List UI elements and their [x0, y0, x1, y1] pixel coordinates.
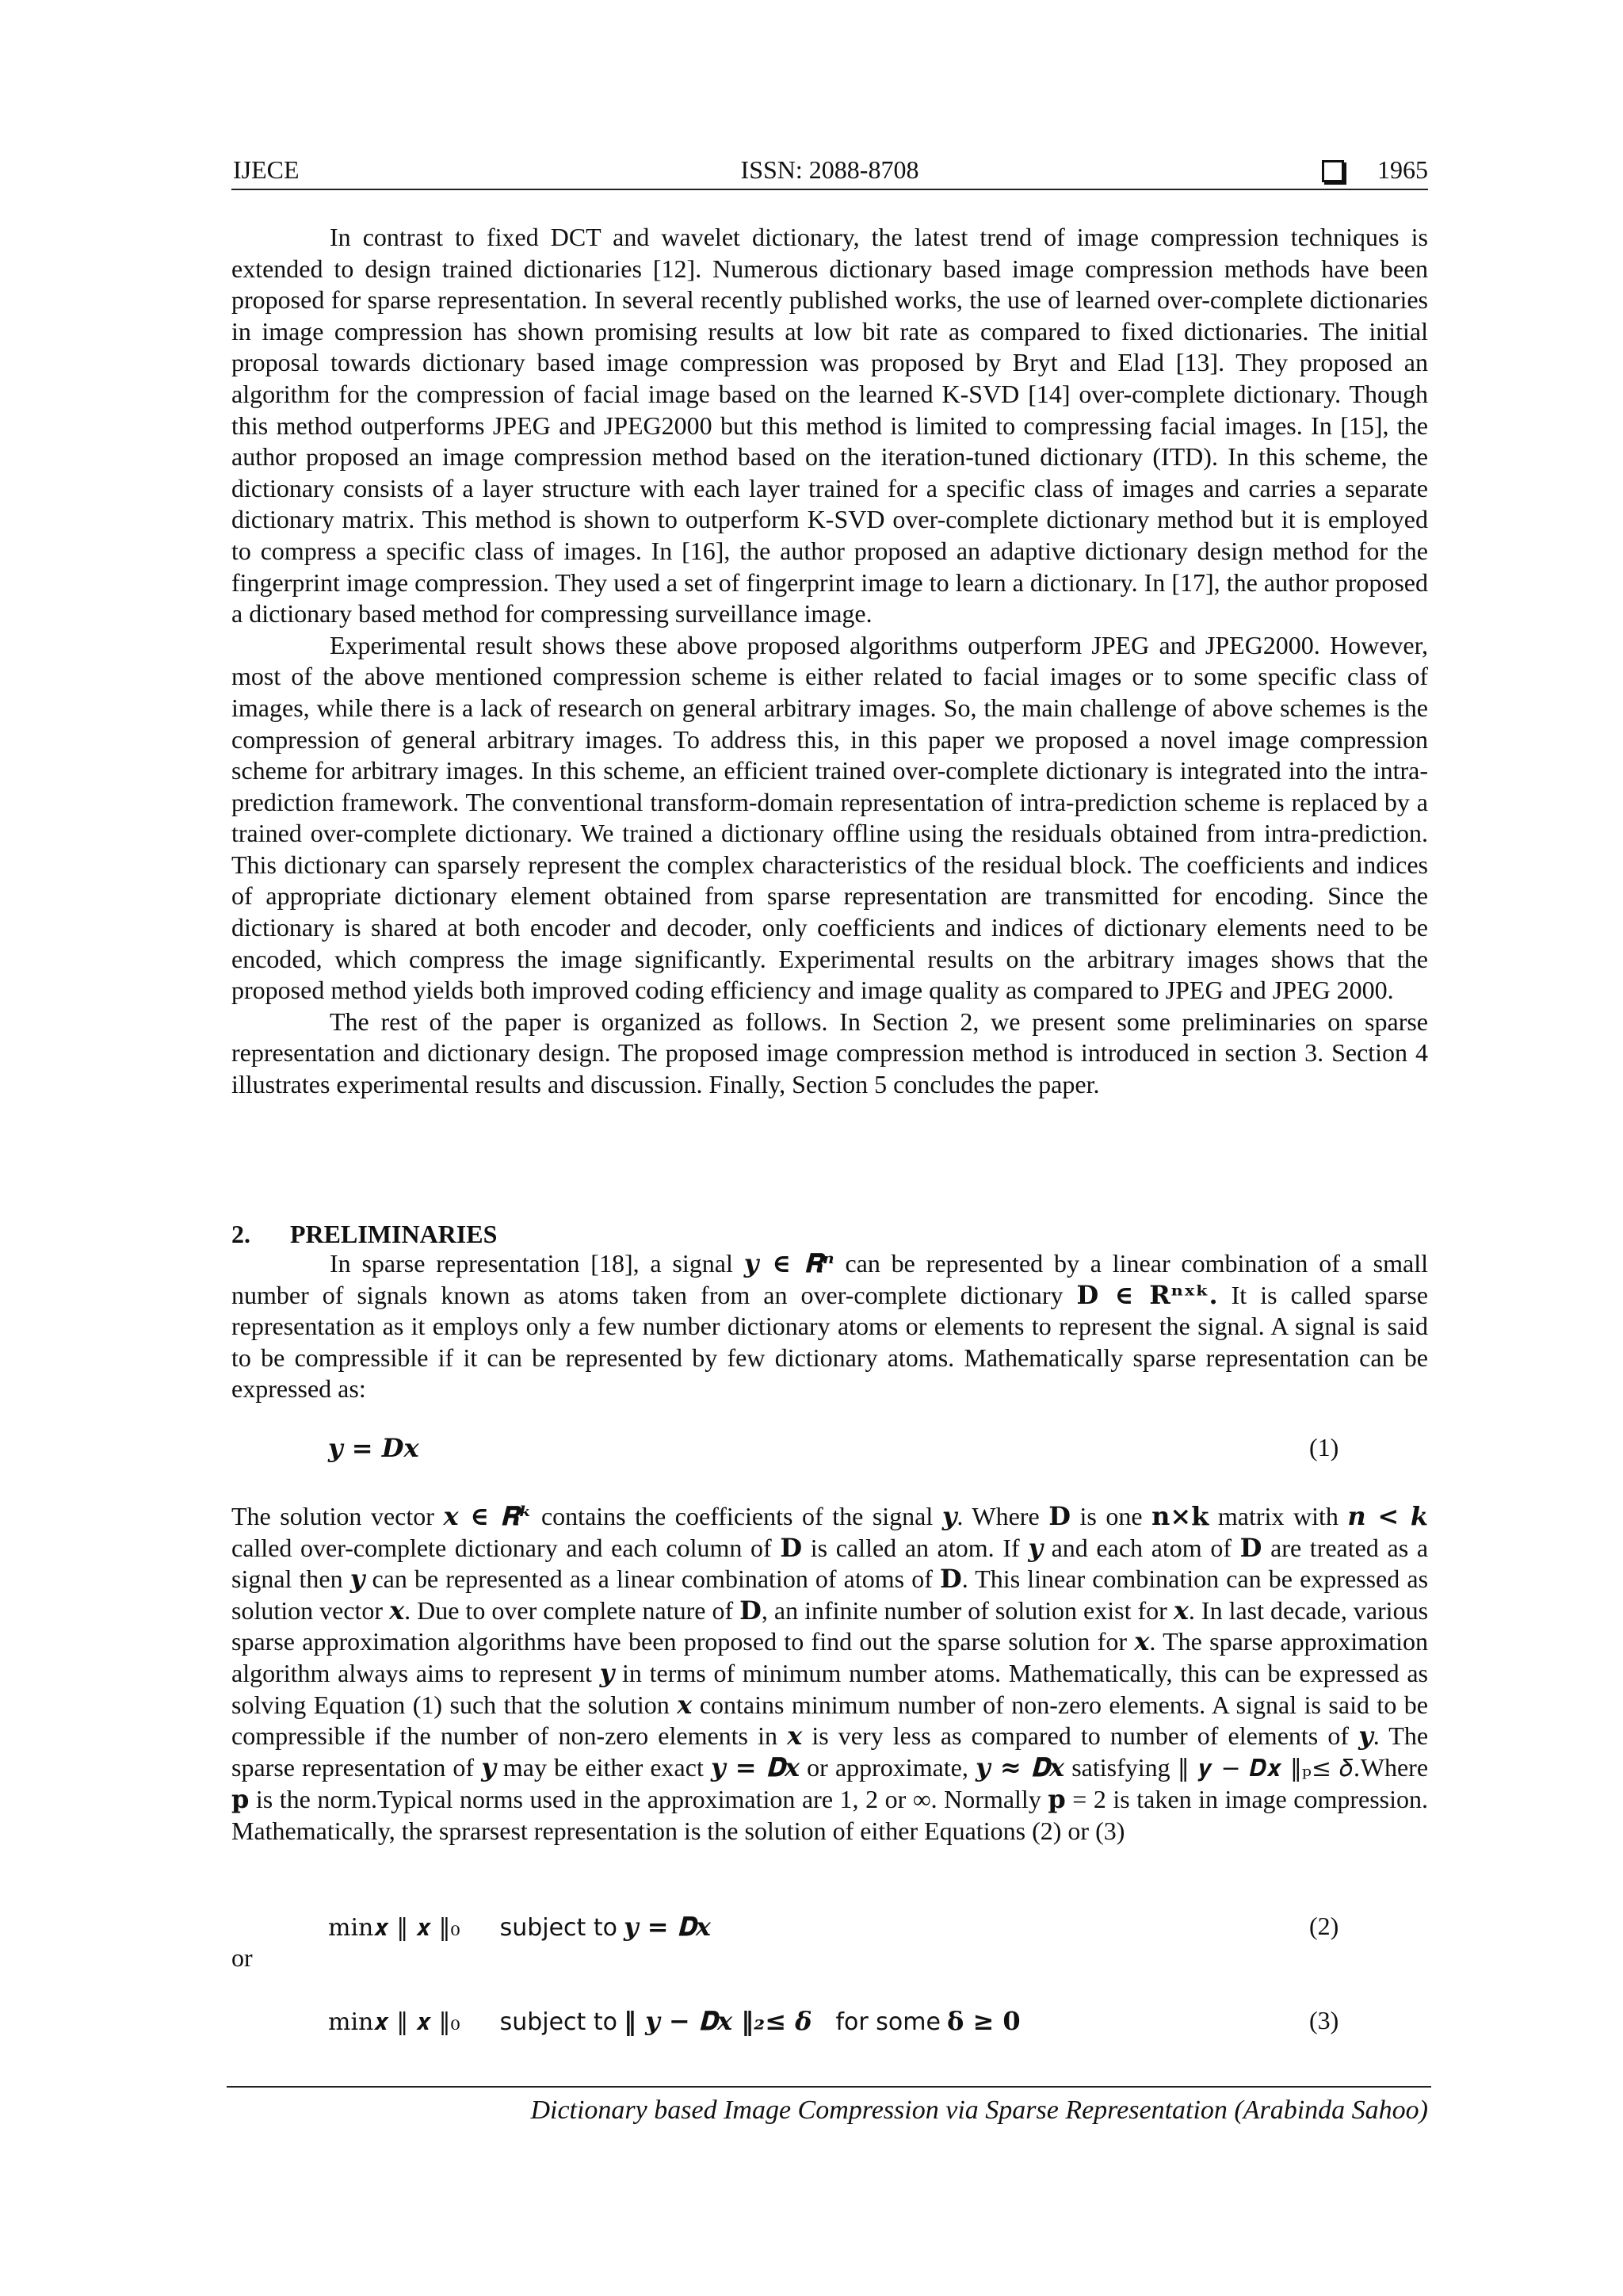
math-norm-condition: ‖ 𝒚 − 𝑫𝒙 ‖ₚ≤ 𝛿. — [1177, 1754, 1361, 1782]
math-d: 𝐃 — [780, 1532, 803, 1563]
text-run: and each atom of — [1042, 1533, 1240, 1562]
preliminaries-paragraph-2 — [231, 1501, 1428, 1847]
equation-3-tail: 𝛅 ≥ 𝟎 — [946, 2006, 1021, 2036]
section-heading — [231, 1220, 497, 1249]
equation-2-lhs: min𝒙 ‖ 𝒙 ‖₀ — [328, 1914, 460, 1942]
text-run: . Due to over complete nature of — [404, 1595, 740, 1625]
math-y: 𝒚 — [481, 1752, 496, 1782]
math-y-approx-dx: 𝒚 ≈ 𝐃𝒙 — [975, 1752, 1065, 1782]
math-y: 𝒚 — [599, 1657, 615, 1688]
math-x: 𝒙 — [1134, 1626, 1150, 1657]
math-p: 𝐩 — [231, 1784, 250, 1815]
text-run: in terms of minimum number atoms. Mathematically, this can be expressed as solving Equation (1) such that the solution — [231, 1658, 1429, 1719]
math-y: 𝒚 — [1028, 1532, 1043, 1563]
text-run: . Where — [957, 1502, 1049, 1530]
text-run: In sparse representation [18], a signal — [330, 1249, 744, 1278]
checkbox-square-icon — [1322, 160, 1344, 182]
page-number: 1965 — [1377, 155, 1428, 184]
math-p: 𝐩 — [1048, 1784, 1066, 1815]
text-run: are treated as a signal then — [231, 1533, 1429, 1594]
footer-rule — [227, 2086, 1431, 2088]
math-y-eq-dx: 𝒚 = 𝐃𝒙 — [710, 1752, 800, 1782]
equation-3-cond: ‖ 𝒚 − 𝐃𝒙 ‖₂≤ 𝜹 — [623, 2006, 812, 2036]
running-header — [231, 152, 1428, 190]
text-run: is the norm.Typical norms used in the approximation are 1, 2 or ∞. Normally — [249, 1785, 1048, 1814]
math-x: 𝒙 — [389, 1595, 405, 1626]
math-x: 𝒙 — [787, 1721, 803, 1752]
text-run: . In last decade, various sparse approximation algorithms have been proposed to find out the sparse solution for — [231, 1595, 1429, 1656]
text-run: contains minimum number of non-zero elements. A signal is said to be compressible if the number of non-zero elements in — [231, 1690, 1429, 1751]
equation-2-cond: 𝒚 = 𝐃𝒙 — [623, 1912, 711, 1942]
math-d: 𝐃 — [1048, 1501, 1071, 1531]
math-y: 𝒚 — [349, 1564, 365, 1595]
math-y: 𝒚 — [941, 1501, 957, 1531]
math-x: 𝒙 — [1173, 1595, 1189, 1626]
text-run: is called an atom. If — [802, 1533, 1029, 1562]
math-n-lt-k: 𝒏 < 𝒌 — [1347, 1501, 1429, 1531]
text-run: = 2 is taken in image compression. Mathematically, the sprarsest representation is the solution of either Equations (2) or (3) — [231, 1785, 1429, 1845]
text-run: , an infinite number of solution exist for — [761, 1595, 1174, 1625]
text-run: called over-complete dictionary and each column of — [231, 1533, 781, 1562]
equation-2-cond-label: subject to — [499, 1914, 617, 1942]
math-y-in-rn: 𝒚 ∈ 𝐑ⁿ — [743, 1248, 834, 1278]
text-run: matrix with — [1209, 1502, 1348, 1530]
paragraph — [231, 1501, 1428, 1847]
equation-2-number: (2) — [1309, 1912, 1339, 1940]
paragraph: The rest of the paper is organized as follows. In Section 2, we present some preliminaries on sparse representation and dictionary design. The proposed image compression method is introduced in section 3. Section 4 illustrates experimental results and discussion. Finally, Section 5 concludes the paper. — [231, 1007, 1428, 1099]
equation-3-tail-label: for some — [835, 2008, 941, 2036]
text-run: is very less as compared to number of elements of — [802, 1721, 1359, 1751]
equation-3-cond-label: subject to — [499, 2008, 617, 2036]
math-x: 𝒙 — [677, 1689, 693, 1720]
text-run: . The sparse representation of — [231, 1721, 1429, 1782]
journal-name: IJECE — [233, 155, 300, 184]
equation-1 — [328, 1433, 419, 1463]
paragraph: Experimental result shows these above proposed algorithms outperform JPEG and JPEG2000. However, most of the above mentioned compression scheme is either related to facial images or to some specific class of images, while there is a lack of research on general arbitrary images. So, the main challenge of above schemes is the compression of general arbitrary images. To address this, in this paper we proposed a novel image compression scheme for arbitrary images. In this scheme, an efficient trained over-complete dictionary is integrated into the intra-prediction framework. The conventional transform-domain representation of intra-prediction scheme is replaced by a trained over-complete dictionary. We trained a dictionary offline using the residuals obtained from intra-prediction. This dictionary can sparsely represent the complex characteristics of the residual block. The coefficients and indices of appropriate dictionary element obtained from sparse representation are transmitted for encoding. Since the dictionary is shared at both encoder and decoder, only coefficients and indices of dictionary elements need to be encoded, which compress the image significantly. Experimental results on the arbitrary images shows that the proposed method yields both improved coding efficiency and image quality as compared to JPEG and JPEG 2000. — [231, 630, 1428, 1005]
text-run: . This linear combination can be expressed as solution vector — [231, 1564, 1429, 1625]
math-d: 𝐃 — [739, 1595, 762, 1626]
text-run: . The sparse approximation algorithm always aims to represent — [231, 1627, 1429, 1687]
header-right — [1322, 155, 1428, 185]
section-title: PRELIMINARIES — [290, 1220, 498, 1248]
equation-1-number: (1) — [1309, 1433, 1339, 1461]
equation-1-expr: y = Dx — [328, 1433, 419, 1463]
text-run: contains the coefficients of the signal — [532, 1502, 942, 1530]
preliminaries-paragraph-1 — [231, 1248, 1428, 1405]
text-run: It is called sparse representation as it employs only a few number dictionary atoms or elements to represent the signal. A signal is said to be compressible if it can be represented by few dictionary atoms. Mathematically sparse representation can be expressed as: — [231, 1280, 1429, 1404]
text-run: can be represented as a linear combination of atoms of — [365, 1564, 940, 1594]
introduction-text — [231, 222, 1428, 1101]
or-label: or — [231, 1943, 253, 1972]
section-number: 2. — [231, 1220, 250, 1248]
text-run: is one — [1070, 1502, 1152, 1530]
math-x-in-rk: 𝒙 ∈ 𝐑ᵏ — [443, 1501, 533, 1531]
text-run: can be represented by a linear combination of a small number of signals known as atoms taken from an over-complete dictionary — [231, 1249, 1429, 1309]
issn: ISSN: 2088-8708 — [740, 155, 919, 184]
math-d: 𝐃 — [1239, 1532, 1262, 1563]
paragraph: In contrast to fixed DCT and wavelet dictionary, the latest trend of image compression techniques is extended to design trained dictionaries [12]. Numerous dictionary based image compression methods have been proposed for sparse representation. In several recently published works, the use of learned over-complete dictionaries in image compression has shown promising results at low bit rate as compared to fixed dictionaries. The initial proposal towards dictionary based image compression was proposed by Bryt and Elad [13]. They proposed an algorithm for the compression of facial image based on the learned K-SVD [14] over-complete dictionary. Though this method outperforms JPEG and JPEG2000 but this method is limited to compressing facial images. In [15], the author proposed an image compression method based on the iteration-tuned dictionary (ITD). In this scheme, the dictionary consists of a layer structure with each layer trained for a specific class of images and carries a separate dictionary matrix. This method is shown to outperform K-SVD over-complete dictionary method but it is employed to compress a specific class of images. In [16], the author proposed an adaptive dictionary design method for the fingerprint image compression. They used a set of fingerprint image to learn a dictionary. In [17], the author proposed a dictionary based method for compressing surveillance image. — [231, 223, 1428, 628]
math-d: 𝐃 — [939, 1564, 962, 1595]
math-d-in-rnk: 𝐃 ∈ 𝐑ⁿˣᵏ. — [1076, 1279, 1218, 1310]
math-y: 𝒚 — [1358, 1721, 1373, 1752]
math-nxk: 𝐧×𝐤 — [1151, 1501, 1209, 1531]
text-run: The solution vector — [231, 1502, 444, 1530]
equation-3 — [328, 2006, 1021, 2037]
equation-3-lhs: min𝒙 ‖ 𝒙 ‖₀ — [328, 2008, 460, 2036]
equation-3-number: (3) — [1309, 2006, 1339, 2034]
equation-2 — [328, 1912, 711, 1943]
text-run: satisfying — [1064, 1752, 1178, 1782]
text-run: may be either exact — [495, 1752, 711, 1782]
text-run: Where — [1360, 1752, 1429, 1782]
text-run: or approximate, — [800, 1752, 976, 1782]
paragraph — [231, 1248, 1428, 1405]
running-footer: Dictionary based Image Compression via Sparse Representation (Arabinda Sahoo) — [530, 2095, 1428, 2125]
